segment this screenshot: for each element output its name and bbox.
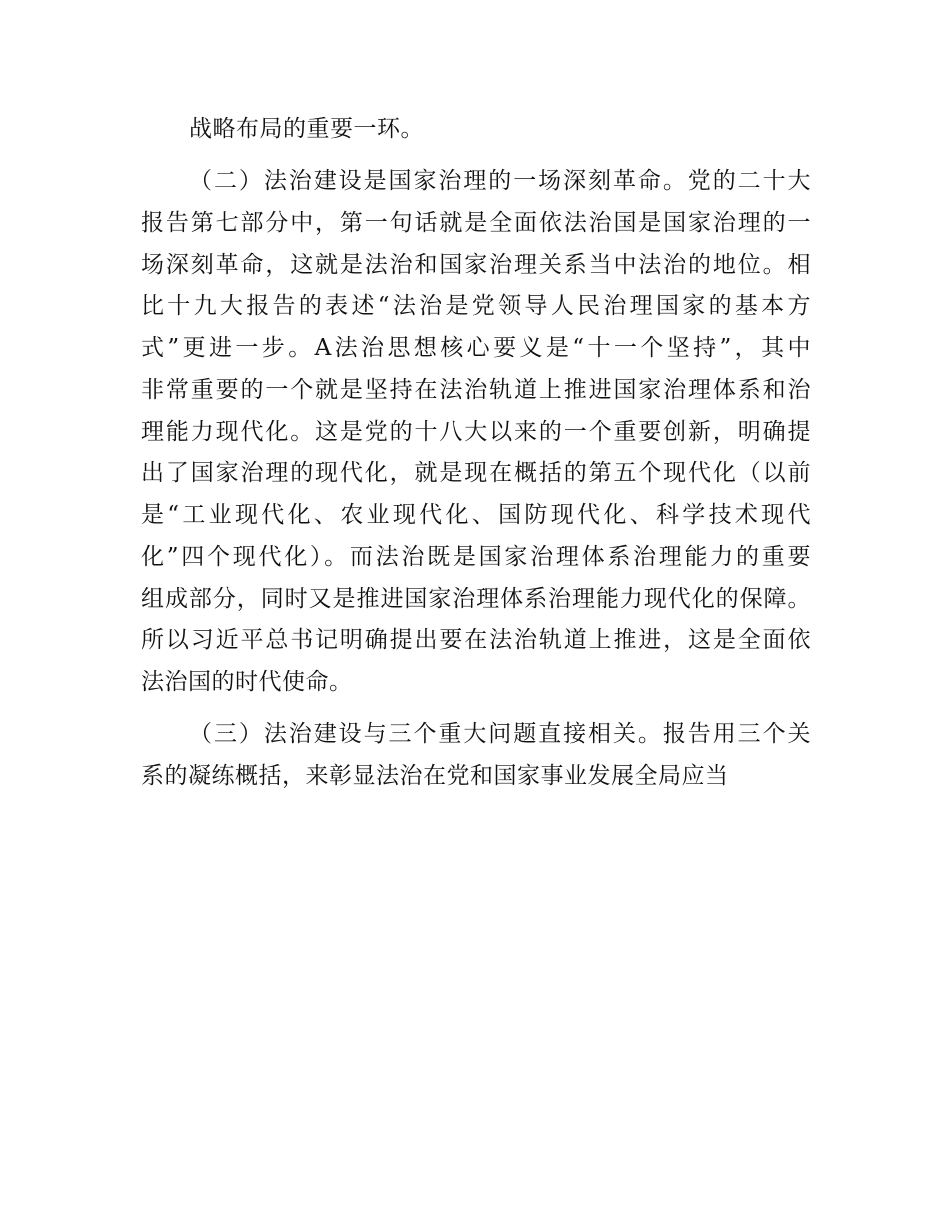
paragraph-2-line-10: 化”四个现代化）。而法治既是国家治理体系治理能力的重要 xyxy=(141,544,811,570)
paragraph-3-line-1: （三）法治建设与三个重大问题直接相关。报告用三个关 xyxy=(189,721,811,747)
paragraph-2-line-13: 法治国的时代使命。 xyxy=(141,669,353,695)
paragraph-2-line-5: 式”更进一步。A法治思想核心要义是“十一个坚持”，其中 xyxy=(141,335,811,361)
paragraph-2-line-2: 报告第七部分中，第一句话就是全面依法治国是国家治理的一 xyxy=(141,210,811,236)
paragraph-2-line-12: 所以习近平总书记明确提出要在法治轨道上推进，这是全面依 xyxy=(141,627,811,653)
paragraph-2-line-1: （二）法治建设是国家治理的一场深刻革命。党的二十大 xyxy=(189,168,811,194)
paragraph-2-line-9: 是“工业现代化、农业现代化、国防现代化、科学技术现代 xyxy=(141,502,811,528)
paragraph-2-line-7: 理能力现代化。这是党的十八大以来的一个重要创新，明确提 xyxy=(141,419,811,445)
paragraph-2-line-4: 比十九大报告的表述“法治是党领导人民治理国家的基本方 xyxy=(141,293,811,319)
paragraph-2-line-11: 组成部分，同时又是推进国家治理体系治理能力现代化的保障。 xyxy=(141,586,811,612)
paragraph-2-line-6: 非常重要的一个就是坚持在法治轨道上推进国家治理体系和治 xyxy=(141,377,811,403)
paragraph-2-line-8: 出了国家治理的现代化，就是现在概括的第五个现代化（以前 xyxy=(141,460,811,486)
paragraph-1-line-1: 战略布局的重要一环。 xyxy=(189,116,424,142)
paragraph-2-line-3: 场深刻革命，这就是法治和国家治理关系当中法治的地位。相 xyxy=(141,252,811,278)
paragraph-3-line-2: 系的凝练概括，来彰显法治在党和国家事业发展全局应当 xyxy=(141,763,729,789)
